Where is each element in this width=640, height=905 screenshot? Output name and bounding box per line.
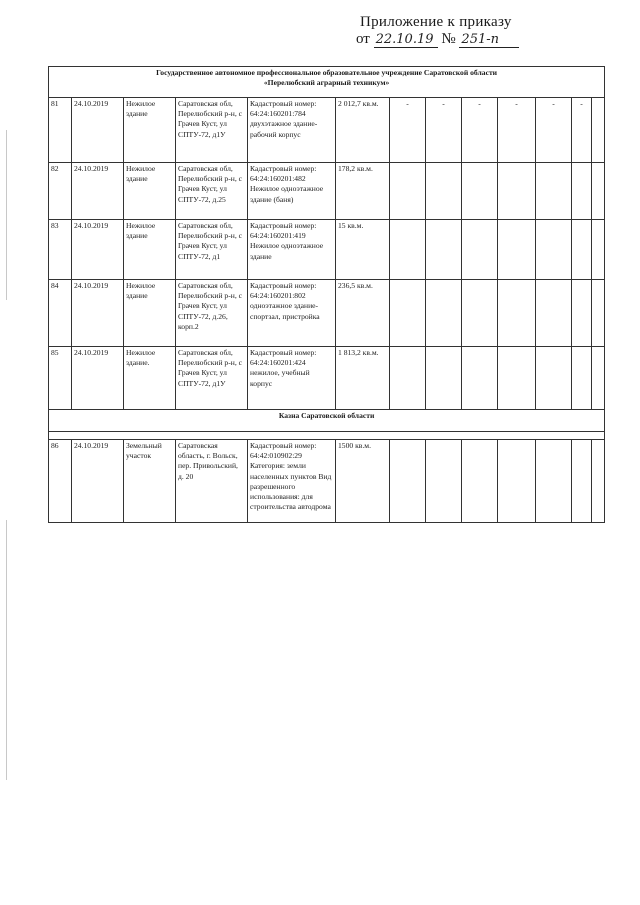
scan-artifact-line bbox=[6, 520, 7, 780]
row-address: Саратовская обл, Перелюбский р-н, с Грачев Куст, ул СПТУ-72, д.25 bbox=[176, 163, 248, 220]
section-spacer-row bbox=[49, 432, 605, 440]
table-row bbox=[49, 347, 605, 410]
row-empty-cell bbox=[498, 440, 536, 523]
row-empty-cell bbox=[592, 440, 605, 523]
row-empty-cell bbox=[536, 280, 572, 347]
row-empty-cell bbox=[536, 163, 572, 220]
row-number: 82 bbox=[49, 163, 72, 220]
org-name-line1: Государственное автономное профессиональное образовательное учреждение Саратовской области bbox=[156, 68, 498, 77]
row-dash-cell: - bbox=[390, 98, 426, 163]
row-type: Нежилое здание bbox=[124, 163, 176, 220]
row-area: 15 кв.м. bbox=[336, 220, 390, 280]
row-type: Нежилое здание bbox=[124, 280, 176, 347]
row-description: Кадастровый номер: 64:42:010902:29 Категория: земли населенных пунктов Вид разрешенного использования: для строительства автодрома bbox=[248, 440, 336, 523]
row-empty-cell bbox=[592, 220, 605, 280]
row-description: Кадастровый номер: 64:24:160201:784 двухэтажное здание- рабочий корпус bbox=[248, 98, 336, 163]
row-empty-cell bbox=[592, 347, 605, 410]
row-number: 84 bbox=[49, 280, 72, 347]
row-empty-cell bbox=[426, 347, 462, 410]
row-area: 236,5 кв.м. bbox=[336, 280, 390, 347]
row-date: 24.10.2019 bbox=[72, 280, 124, 347]
row-date: 24.10.2019 bbox=[72, 98, 124, 163]
row-empty-cell bbox=[536, 220, 572, 280]
row-type: Нежилое здание bbox=[124, 220, 176, 280]
row-address: Саратовская обл, Перелюбский р-н, с Грачев Куст, ул СПТУ-72, д1 bbox=[176, 220, 248, 280]
row-address: Саратовская обл, Перелюбский р-н, с Грачев Куст, ул СПТУ-72, д.26, корп.2 bbox=[176, 280, 248, 347]
row-empty-cell bbox=[498, 220, 536, 280]
order-reference bbox=[356, 31, 626, 48]
row-number: 86 bbox=[49, 440, 72, 523]
document-header bbox=[356, 14, 626, 48]
row-empty-cell bbox=[426, 280, 462, 347]
row-address: Саратовская обл, Перелюбский р-н, с Грачев Куст, ул СПТУ-72, д1У bbox=[176, 98, 248, 163]
row-description: Кадастровый номер: 64:24:160201:424 нежилое, учебный корпус bbox=[248, 347, 336, 410]
row-type: Земельный участок bbox=[124, 440, 176, 523]
row-empty-cell bbox=[498, 280, 536, 347]
row-empty-cell bbox=[426, 220, 462, 280]
row-type: Нежилое здание. bbox=[124, 347, 176, 410]
row-empty-cell bbox=[592, 280, 605, 347]
row-number: 83 bbox=[49, 220, 72, 280]
row-empty-cell bbox=[426, 163, 462, 220]
row-empty-cell bbox=[390, 163, 426, 220]
table-row bbox=[49, 440, 605, 523]
row-area: 1500 кв.м. bbox=[336, 440, 390, 523]
property-register-table bbox=[48, 66, 605, 523]
from-prefix: от bbox=[356, 31, 370, 47]
row-empty-cell bbox=[572, 440, 592, 523]
row-description: Кадастровый номер: 64:24:160201:482 Нежилое одноэтажное здание (баня) bbox=[248, 163, 336, 220]
row-empty-cell bbox=[390, 440, 426, 523]
row-empty-cell bbox=[572, 163, 592, 220]
row-empty-cell bbox=[462, 440, 498, 523]
row-address: Саратовская область, г. Вольск, пер. Привольский, д. 20 bbox=[176, 440, 248, 523]
org-section-header bbox=[49, 67, 605, 98]
row-date: 24.10.2019 bbox=[72, 220, 124, 280]
row-date: 24.10.2019 bbox=[72, 347, 124, 410]
row-empty-cell bbox=[592, 163, 605, 220]
row-empty-cell bbox=[390, 280, 426, 347]
row-empty-cell bbox=[462, 280, 498, 347]
row-empty-cell bbox=[498, 163, 536, 220]
row-area: 1 813,2 кв.м. bbox=[336, 347, 390, 410]
row-address: Саратовская обл, Перелюбский р-н, с Грачев Куст, ул СПТУ-72, д1У bbox=[176, 347, 248, 410]
treasury-section-label: Казна Саратовской области bbox=[49, 410, 605, 432]
treasury-section-header bbox=[49, 410, 605, 432]
row-date: 24.10.2019 bbox=[72, 163, 124, 220]
table-row bbox=[49, 280, 605, 347]
row-empty-cell bbox=[572, 280, 592, 347]
row-number: 81 bbox=[49, 98, 72, 163]
row-dash-cell: - bbox=[426, 98, 462, 163]
row-empty-cell bbox=[426, 440, 462, 523]
row-empty-cell bbox=[498, 347, 536, 410]
row-empty-cell bbox=[390, 347, 426, 410]
handwritten-number: 251-п bbox=[459, 32, 519, 48]
row-empty-cell bbox=[462, 347, 498, 410]
row-description: Кадастровый номер: 64:24:160201:802 одноэтажное здание- спортзал, пристройка bbox=[248, 280, 336, 347]
row-number: 85 bbox=[49, 347, 72, 410]
row-dash-cell: - bbox=[462, 98, 498, 163]
row-empty-cell bbox=[536, 440, 572, 523]
row-dash-cell: - bbox=[572, 98, 592, 163]
row-empty-cell bbox=[536, 347, 572, 410]
row-date: 24.10.2019 bbox=[72, 440, 124, 523]
number-prefix: № bbox=[441, 31, 456, 47]
table-row bbox=[49, 98, 605, 163]
row-empty-cell bbox=[462, 220, 498, 280]
row-empty-cell bbox=[462, 163, 498, 220]
scan-artifact-line bbox=[6, 130, 7, 300]
row-empty-cell bbox=[572, 220, 592, 280]
row-empty-cell bbox=[572, 347, 592, 410]
row-empty-cell bbox=[592, 98, 605, 163]
org-name-line2: «Перелюбский аграрный техникум» bbox=[263, 78, 390, 88]
row-empty-cell bbox=[390, 220, 426, 280]
row-dash-cell: - bbox=[536, 98, 572, 163]
row-description: Кадастровый номер: 64:24:160201:419 Нежилое одноэтажное здание bbox=[248, 220, 336, 280]
row-type: Нежилое здание bbox=[124, 98, 176, 163]
row-area: 178,2 кв.м. bbox=[336, 163, 390, 220]
appendix-title: Приложение к приказу bbox=[360, 14, 512, 30]
row-dash-cell: - bbox=[498, 98, 536, 163]
table-row bbox=[49, 220, 605, 280]
handwritten-date: 22.10.19 bbox=[374, 32, 438, 48]
row-area: 2 012,7 кв.м. bbox=[336, 98, 390, 163]
table-row bbox=[49, 163, 605, 220]
